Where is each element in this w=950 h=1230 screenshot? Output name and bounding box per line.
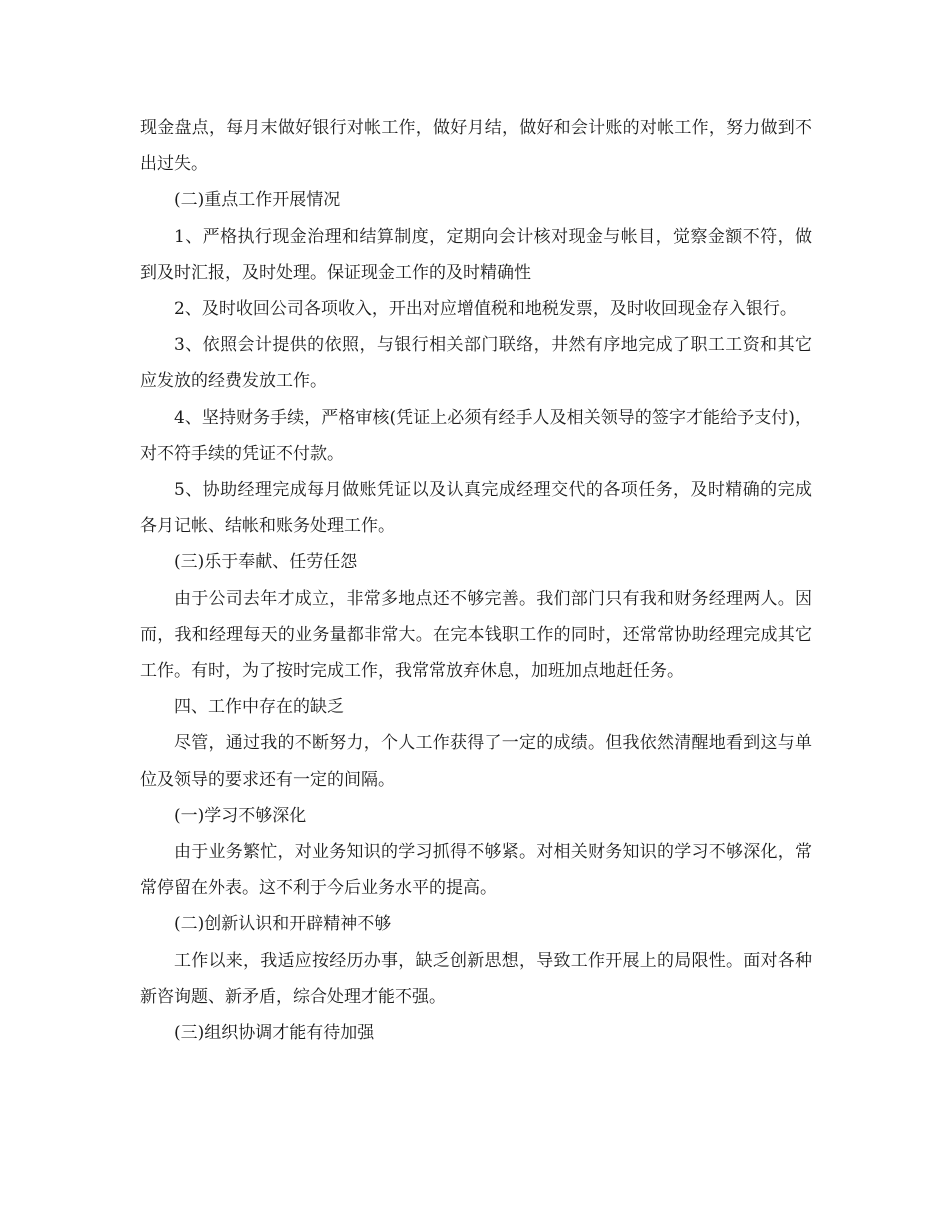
list-item: 2、及时收回公司各项收入，开出对应增值税和地税发票，及时收回现金存入银行。: [174, 299, 797, 320]
section-heading: (二)重点工作开展情况: [174, 190, 341, 211]
paragraph: 由于公司去年才成立，非常多地点还不够完善。我们部门只有我和财务经理两人。因而，我和经理每天的业务量都非常大。在完本钱职工作的同时，还常常协助经理完成其它工作。有时，为了按时完成工作，我常常放弃休息，加班加点地赶任务。: [140, 588, 812, 682]
list-item: 5、协助经理完成每月做账凭证以及认真完成经理交代的各项任务，及时精确的完成各月记帐、结帐和账务处理工作。: [140, 480, 812, 537]
list-item: 1、严格执行现金治理和结算制度，定期向会计核对现金与帐目，觉察金额不符，做到及时汇报，及时处理。保证现金工作的及时精确性: [140, 226, 812, 283]
list-item: 3、依照会计提供的依照，与银行相关部门联络，井然有序地完成了职工工资和其它应发放的经费发放工作。: [140, 335, 812, 392]
section-heading: (三)组织协调才能有待加强: [174, 1023, 375, 1044]
paragraph: 现金盘点，每月末做好银行对帐工作，做好月结，做好和会计账的对帐工作，努力做到不出过失。: [140, 118, 812, 175]
paragraph: 由于业务繁忙，对业务知识的学习抓得不够紧。对相关财务知识的学习不够深化，常常停留在外表。这不利于今后业务水平的提高。: [140, 842, 812, 899]
section-heading: 四、工作中存在的缺乏: [174, 697, 344, 718]
paragraph: 工作以来，我适应按经历办事，缺乏创新思想，导致工作开展上的局限性。面对各种新咨询题、新矛盾，综合处理才能不强。: [140, 950, 812, 1007]
section-heading: (三)乐于奉献、任劳任怨: [174, 552, 358, 573]
section-heading: (二)创新认识和开辟精神不够: [174, 914, 392, 935]
section-heading: (一)学习不够深化: [174, 805, 307, 826]
document-page: [140, 110, 812, 1051]
paragraph: 尽管，通过我的不断努力，个人工作获得了一定的成绩。但我依然清醒地看到这与单位及领导的要求还有一定的间隔。: [140, 733, 812, 790]
list-item: 4、坚持财务手续，严格审核(凭证上必须有经手人及相关领导的签字才能给予支付)，对不符手续的凭证不付款。: [140, 407, 812, 464]
